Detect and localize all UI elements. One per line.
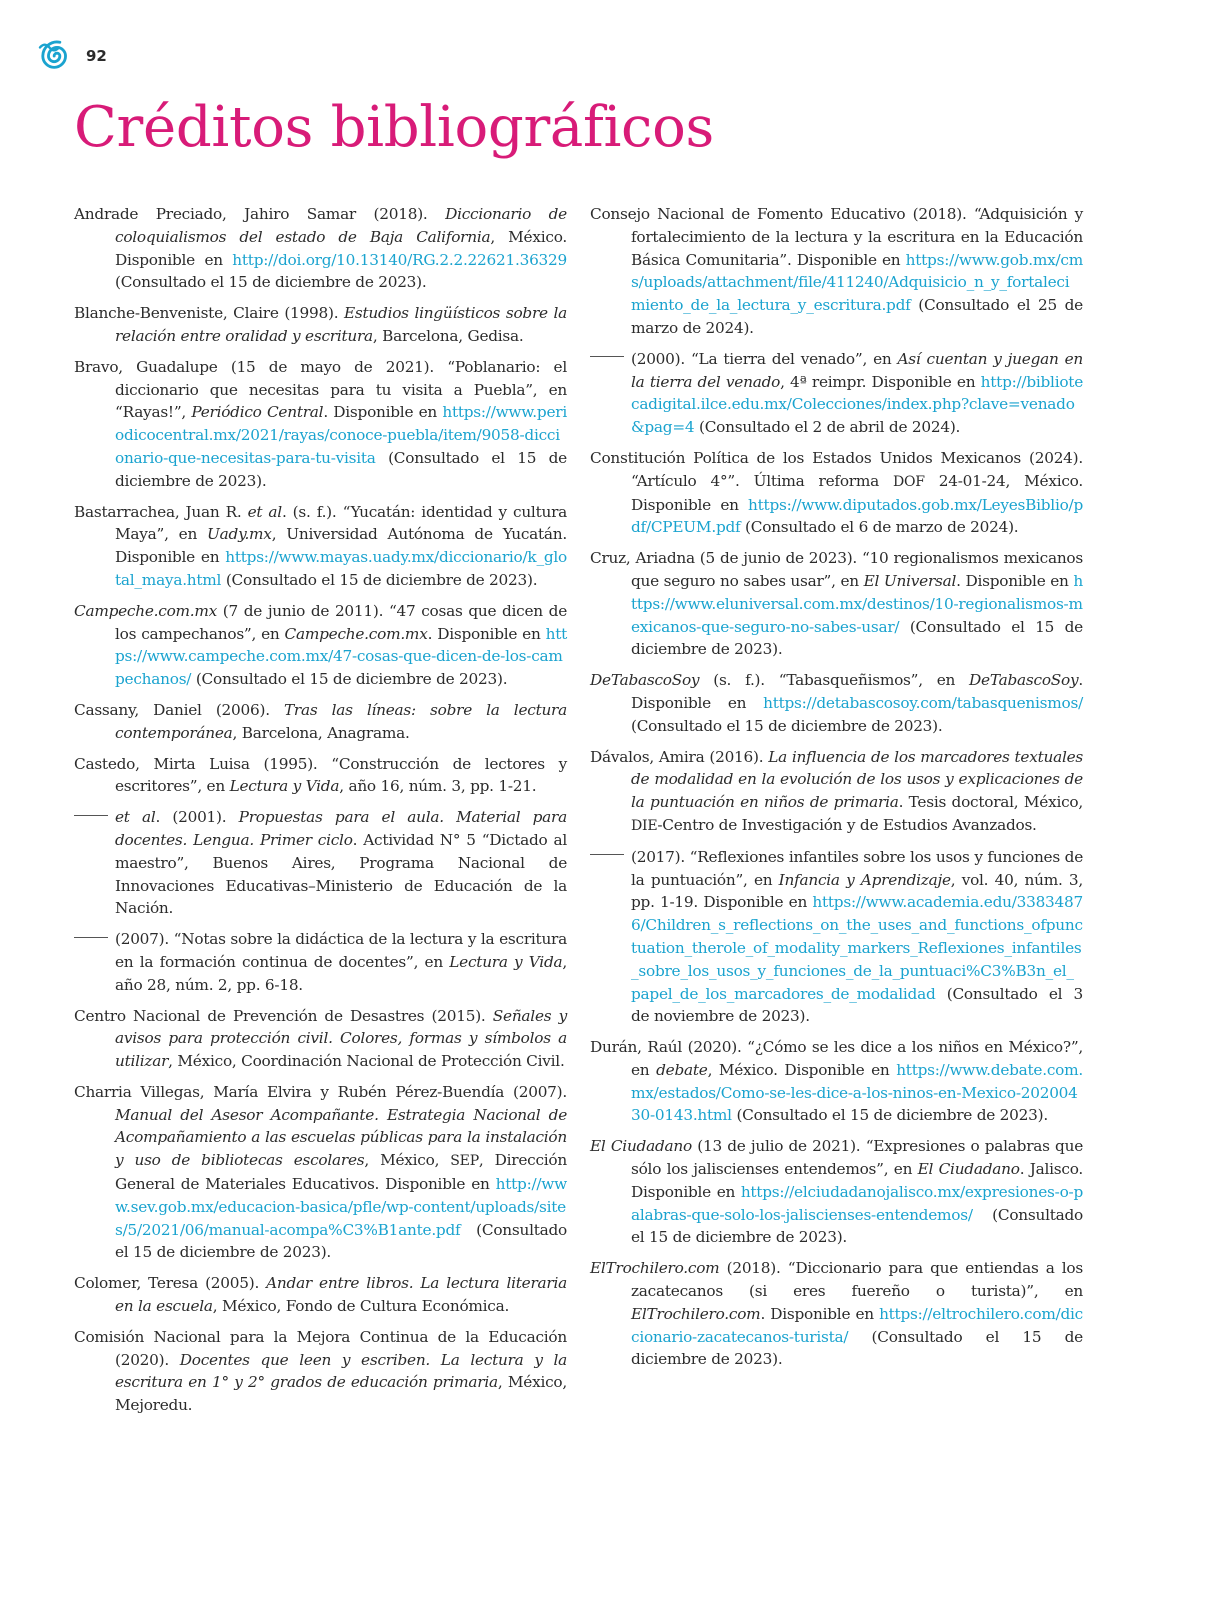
reference-entry: DeTabascoSoy (s. f.). “Tabasqueñismos”, en DeTabascoSoy. Disponible en https://detabascosoy.com/tabasquenismos/ (Consultado el 15 de diciembre de 2023). [590, 671, 1083, 735]
reference-link[interactable]: https://www.periodicocentral.mx/2021/rayas/conoce-puebla/item/9058-diccionario-que-necesitas-para-tu-visita [115, 403, 567, 467]
reference-entry: Durán, Raúl (2020). “¿Cómo se les dice a los niños en México?”, en debate, México. Disponible en https://www.debate.com.mx/estados/Como-se-les-dice-a-los-ninos-en-Mexico-20200430-0143.html (Consultado el 15 de diciembre de 2023). [590, 1038, 1083, 1125]
same-author-dash [590, 854, 624, 855]
reference-entry: et al. (2001). Propuestas para el aula. Material para docentes. Lengua. Primer ciclo. Actividad N° 5 “Dictado al maestro”, Buenos Aires, Programa Nacional de Innovaciones Educativas–Ministerio de Educación de la Nación. [74, 806, 567, 920]
reference-entry: (2007). “Notas sobre la didáctica de la lectura y la escritura en la formación continua de docentes”, en Lectura y Vida, año 28, núm. 2, pp. 6-18. [74, 928, 567, 996]
reference-entry: Campeche.com.mx (7 de junio de 2011). “47 cosas que dicen de los campechanos”, en Campeche.com.mx. Disponible en https://www.campeche.com.mx/47-cosas-que-dicen-de-los-campechanos/ (Consultado el 15 de diciembre de 2023). [74, 601, 567, 689]
page-header [38, 36, 107, 76]
reference-entry: Dávalos, Amira (2016). La influencia de los marcadores textuales de modalidad en la evolución de los usos y explicaciones de la puntuación en niños de primaria. Tesis doctoral, México, DIE-Centro de Investigación y de Estudios Avanzados. [590, 747, 1084, 834]
same-author-dash [74, 815, 108, 816]
reference-entry: Charria Villegas, María Elvira y Rubén Pérez-Buendía (2007). Manual del Asesor Acompañante. Estrategia Nacional de Acompañamiento a las escuelas públicas para la instalación y uso de bibliotecas escolares, México, SEP, Dirección General de Materiales Educativos. Disponible en http://www.sev.gob.mx/educacion-basica/pfle/wp-content/uploads/sites/5/2021/06/manual-acompa%C3%B1ante.pdf (Consultado el 15 de diciembre de 2023). [74, 1082, 567, 1262]
reference-link[interactable]: https://www.gob.mx/cms/uploads/attachment/file/411240/Adquisicio_n_y_fortalecimiento_de_la_lectura_y_escritura.pdf [631, 250, 1083, 315]
references-column-right [590, 203, 1083, 1379]
page-title: Créditos bibliográficos [74, 95, 714, 160]
same-author-dash [590, 356, 624, 357]
reference-link[interactable]: https://www.eluniversal.com.mx/destinos/10-regionalismos-mexicanos-que-seguro-no-sabes-usar/ [631, 571, 1083, 636]
reference-entry: ElTrochilero.com (2018). “Diccionario para que entiendas a los zacatecanos (si eres fuereño o turista)”, en ElTrochilero.com. Disponible en https://eltrochilero.com/diccionario-zacatecanos-turista/ (Consultado el 15 de diciembre de 2023). [590, 1259, 1083, 1369]
reference-link[interactable]: https://www.debate.com.mx/estados/Como-se-les-dice-a-los-ninos-en-Mexico-20200430-0143.html [631, 1060, 1083, 1125]
reference-entry: Constitución Política de los Estados Unidos Mexicanos (2024). “Artículo 4°”. Última reforma DOF 24-01-24, México. Disponible en https://www.diputados.gob.mx/LeyesBiblio/pdf/CPEUM.pdf (Consultado el 6 de marzo de 2024). [590, 448, 1083, 537]
reference-entry: (2017). “Reflexiones infantiles sobre los usos y funciones de la puntuación”, en Infancia y Aprendizaje, vol. 40, núm. 3, pp. 1-19. Disponible en https://www.academia.edu/33834876/Children_s_reflections_on_the_uses_and_functions_ofpunctuation_therole_of_modality_markers_Reflexiones_infantiles_sobre_los_usos_y_funciones_de_la_puntuaci%C3%B3n_el_papel_de_los_marcadores_de_modalidad (Consultado el 3 de noviembre de 2023). [590, 846, 1083, 1028]
page-number: 92 [86, 47, 107, 65]
reference-link[interactable]: https://elciudadanojalisco.mx/expresiones-o-palabras-que-solo-los-jaliscienses-entendemos/ [631, 1182, 1083, 1224]
reference-entry: Bravo, Guadalupe (15 de mayo de 2021). “Poblanario: el diccionario que necesitas para tu visita a Puebla”, en “Rayas!”, Periódico Central. Disponible en https://www.periodicocentral.mx/2021/rayas/conoce-puebla/item/9058-diccionario-que-necesitas-para-tu-visita (Consultado el 15 de diciembre de 2023). [74, 357, 567, 490]
reference-link[interactable]: https://www.diputados.gob.mx/LeyesBiblio/pdf/CPEUM.pdf [631, 495, 1083, 537]
reference-entry: Colomer, Teresa (2005). Andar entre libros. La lectura literaria en la escuela, México, Fondo de Cultura Económica. [74, 1274, 567, 1316]
reference-link[interactable]: https://detabascosoy.com/tabasquenismos/ [763, 693, 1083, 712]
reference-link[interactable]: http://doi.org/10.13140/RG.2.2.22621.36329 [232, 250, 567, 269]
reference-entry: Bastarrachea, Juan R. et al. (s. f.). “Yucatán: identidad y cultura Maya”, en Uady.mx, Universidad Autónoma de Yucatán. Disponible en https://www.mayas.uady.mx/diccionario/k_glotal_maya.html (Consultado el 15 de diciembre de 2023). [74, 502, 568, 589]
reference-link[interactable]: https://www.campeche.com.mx/47-cosas-que-dicen-de-los-campechanos/ [115, 624, 567, 689]
reference-entry: Castedo, Mirta Luisa (1995). “Construcción de lectores y escritores”, en Lectura y Vida, año 16, núm. 3, pp. 1-21. [74, 754, 567, 796]
reference-link[interactable]: https://www.academia.edu/33834876/Children_s_reflections_on_the_uses_and_functions_ofpunctuation_therole_of_modality_markers_Reflexiones_infantiles_sobre_los_usos_y_funciones_de_la_puntuaci%C3%B3n_el_papel_de_los_marcadores_de_modalidad [631, 893, 1083, 1003]
reference-entry: Comisión Nacional para la Mejora Continua de la Educación (2020). Docentes que leen y escriben. La lectura y la escritura en 1° y 2° grados de educación primaria, México, Mejoredu. [74, 1327, 567, 1415]
reference-entry: Blanche-Benveniste, Claire (1998). Estudios lingüísticos sobre la relación entre oralidad y escritura, Barcelona, Gedisa. [74, 304, 568, 345]
reference-entry: Consejo Nacional de Fomento Educativo (2018). “Adquisición y fortalecimiento de la lectura y la escritura en la Educación Básica Comunitaria”. Disponible en https://www.gob.mx/cms/uploads/attachment/file/411240/Adquisicio_n_y_fortalecimiento_de_la_lectura_y_escritura.pdf (Consultado el 25 de marzo de 2024). [590, 205, 1083, 337]
reference-link[interactable]: http://bibliotecadigital.ilce.edu.mx/Colecciones/index.php?clave=venado&pag=4 [631, 372, 1083, 437]
spiral-wave-logo-icon [38, 38, 76, 74]
reference-entry: Cassany, Daniel (2006). Tras las líneas: sobre la lectura contemporánea, Barcelona, Anagrama. [74, 700, 567, 742]
reference-entry: El Ciudadano (13 de julio de 2021). “Expresiones o palabras que sólo los jaliscienses entendemos”, en El Ciudadano. Jalisco. Disponible en https://elciudadanojalisco.mx/expresiones-o-palabras-que-solo-los-jaliscienses-entendemos/ (Consultado el 15 de diciembre de 2023). [590, 1137, 1083, 1247]
reference-entry: (2000). “La tierra del venado”, en Así cuentan y juegan en la tierra del venado, 4ª reimpr. Disponible en http://bibliotecadigital.ilce.edu.mx/Colecciones/index.php?clave=venado&pag=4 (Consultado el 2 de abril de 2024). [590, 348, 1083, 439]
references-column-left [74, 203, 567, 1425]
reference-entry: Cruz, Ariadna (5 de junio de 2023). “10 regionalismos mexicanos que seguro no sabes usar”, en El Universal. Disponible en https://www.eluniversal.com.mx/destinos/10-regionalismos-mexicanos-que-seguro-no-sabes-usar/ (Consultado el 15 de diciembre de 2023). [590, 549, 1083, 659]
same-author-dash [74, 937, 108, 938]
reference-link[interactable]: http://www.sev.gob.mx/educacion-basica/pfle/wp-content/uploads/sites/5/2021/06/manual-acompa%C3%B1ante.pdf [115, 1175, 567, 1239]
reference-link[interactable]: https://www.mayas.uady.mx/diccionario/k_glotal_maya.html [115, 548, 567, 589]
reference-link[interactable]: https://eltrochilero.com/diccionario-zacatecanos-turista/ [631, 1304, 1083, 1346]
reference-entry: Andrade Preciado, Jahiro Samar (2018). Diccionario de coloquialismos del estado de Baja California, México. Disponible en http://doi.org/10.13140/RG.2.2.22621.36329 (Consultado el 15 de diciembre de 2023). [74, 205, 567, 292]
reference-entry: Centro Nacional de Prevención de Desastres (2015). Señales y avisos para protección civil. Colores, formas y símbolos a utilizar, México, Coordinación Nacional de Protección Civil. [74, 1006, 567, 1071]
